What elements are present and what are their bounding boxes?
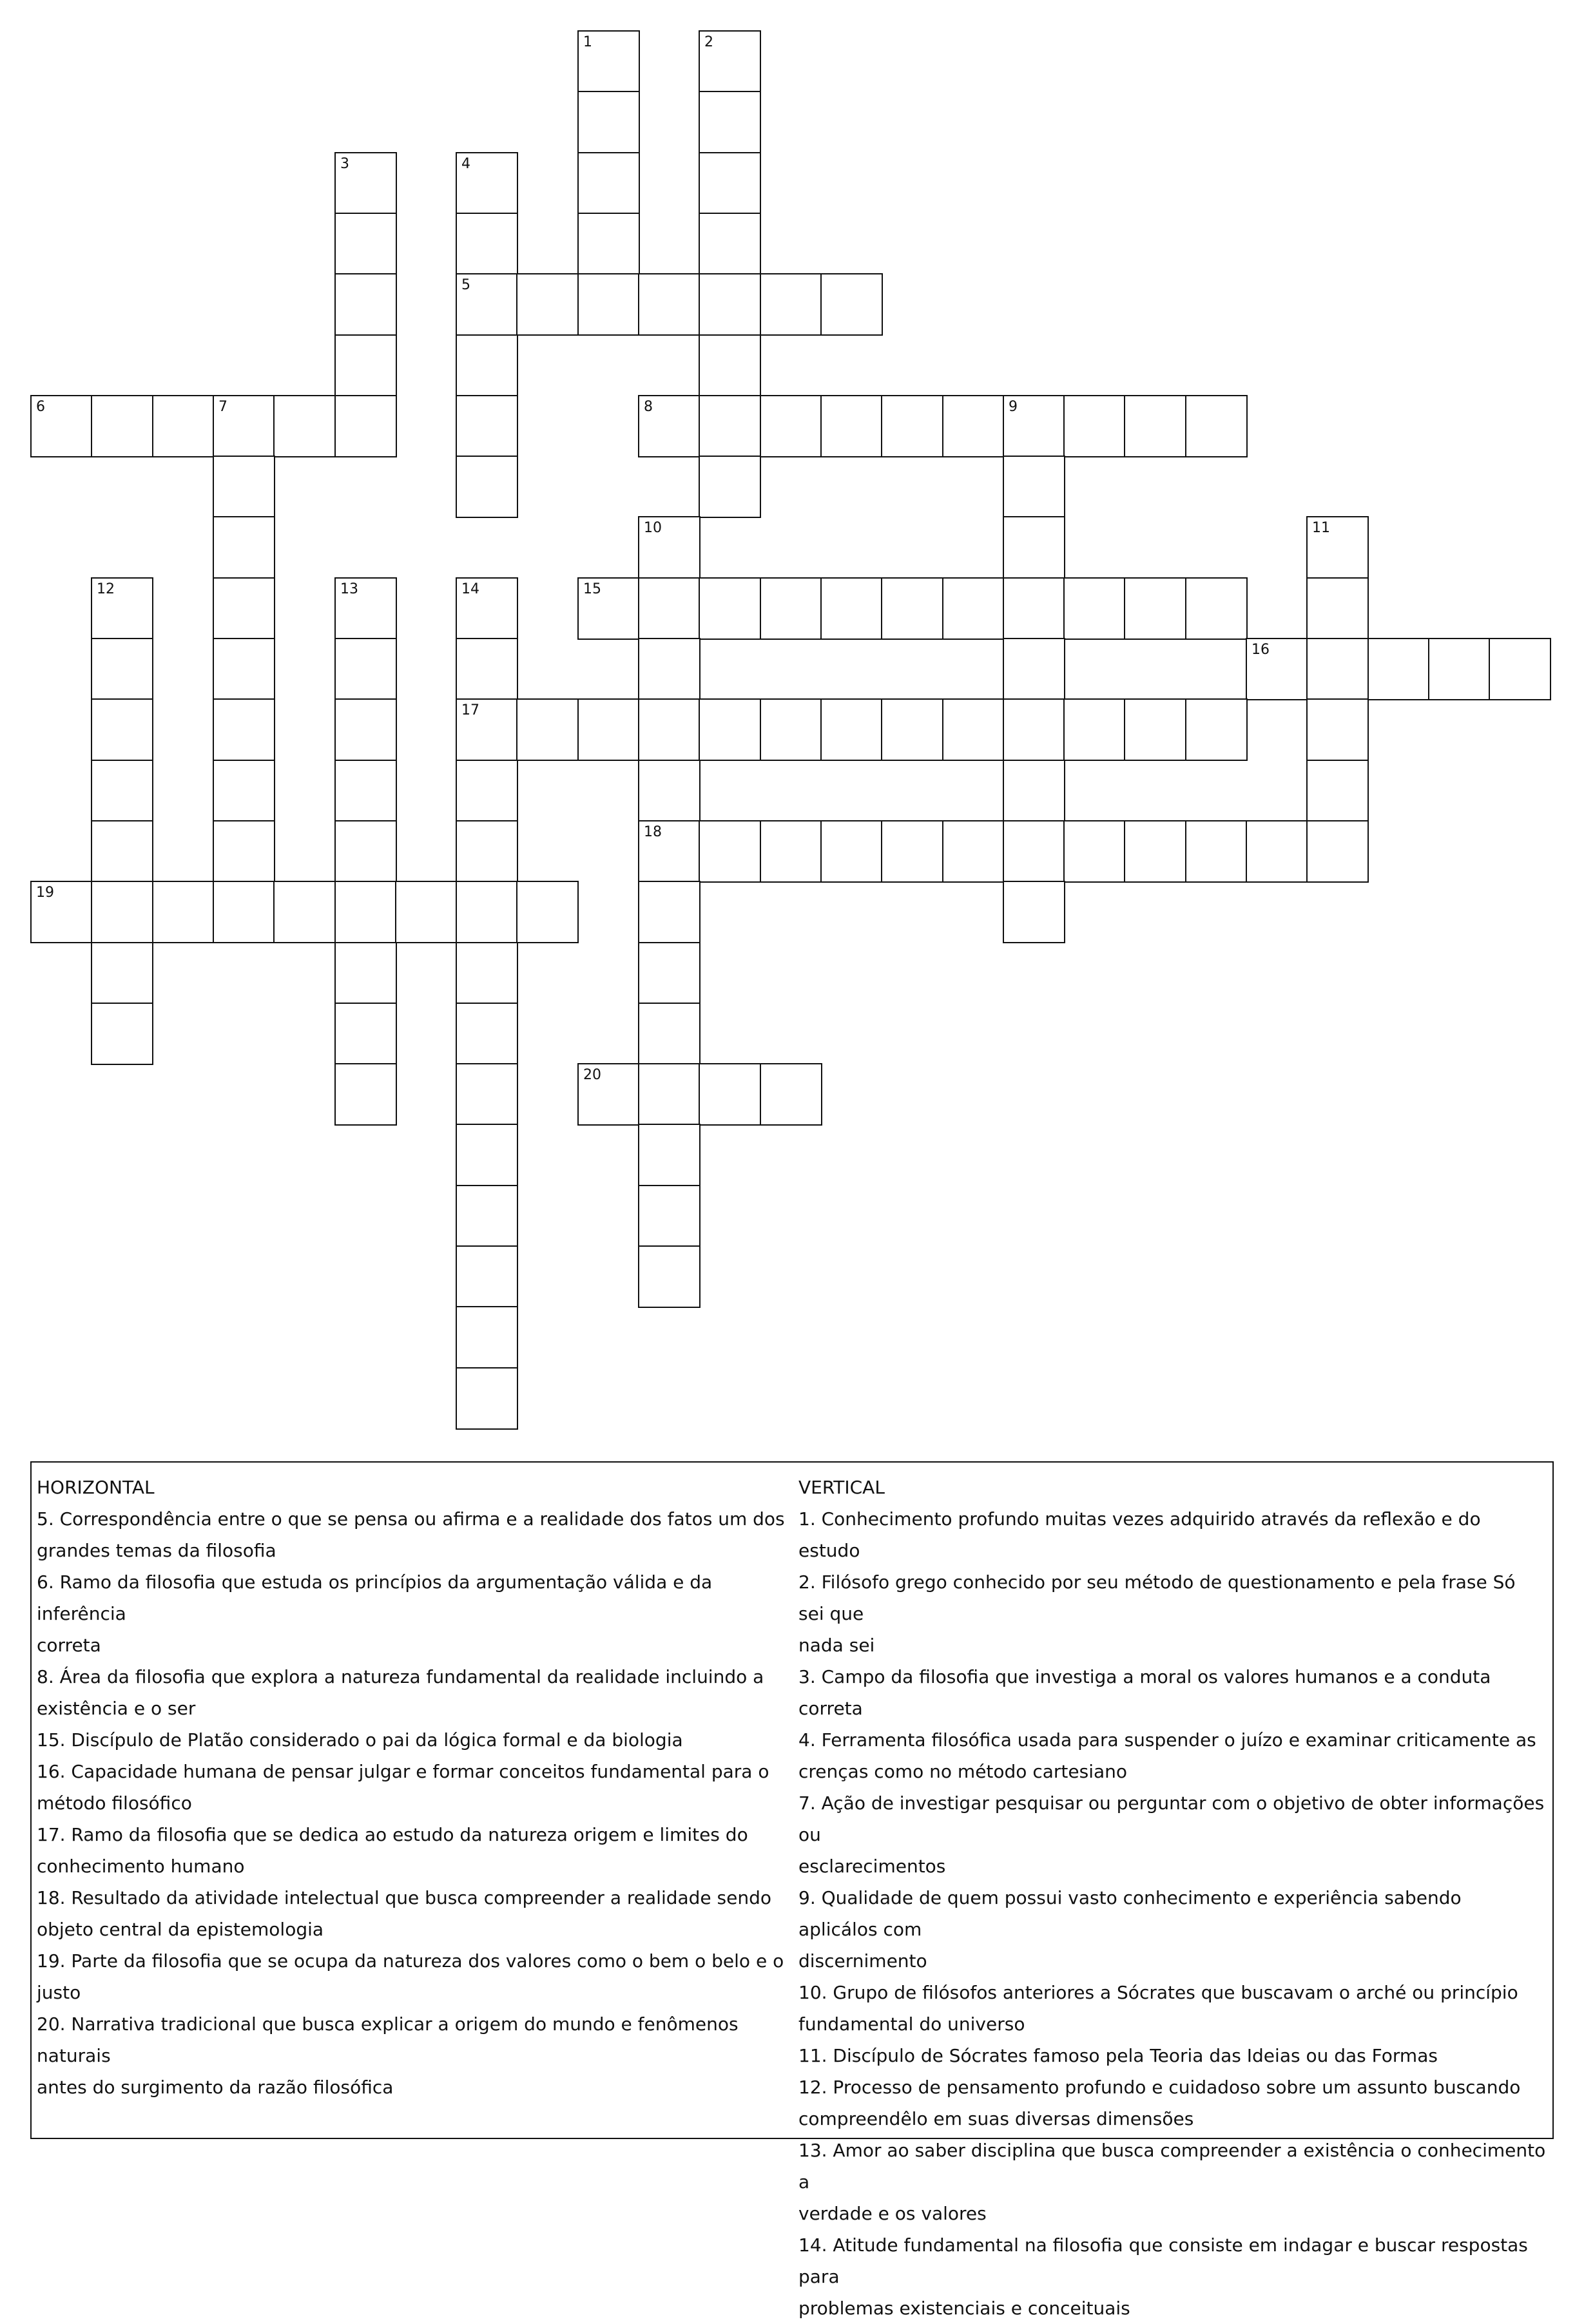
crossword-cell[interactable] xyxy=(638,942,701,1004)
horizontal-clue-line: 17. Ramo da filosofia que se dedica ao estudo da natureza origem e limites do xyxy=(37,1824,748,1845)
vertical-clue-line: 2. Filósofo grego conhecido por seu método de questionamento e pela frase Só sei que xyxy=(798,1571,1516,1624)
crossword-cell[interactable] xyxy=(213,638,275,700)
vertical-clue-line: 4. Ferramenta filosófica usada para suspender o juízo e examinar criticamente as xyxy=(798,1729,1536,1751)
crossword-cell[interactable] xyxy=(638,577,701,640)
crossword-cell[interactable] xyxy=(760,577,822,640)
cell-number: 13 xyxy=(340,581,358,597)
vertical-clue-line: crenças como no método cartesiano xyxy=(798,1761,1128,1782)
crossword-cell[interactable] xyxy=(152,881,215,943)
crossword-cell[interactable] xyxy=(1306,516,1369,579)
crossword-cell[interactable] xyxy=(577,273,640,336)
crossword-cell[interactable] xyxy=(881,395,943,457)
crossword-cell[interactable] xyxy=(91,881,153,943)
crossword-cell[interactable] xyxy=(1003,456,1065,518)
crossword-cell[interactable] xyxy=(820,698,883,761)
crossword-cell[interactable] xyxy=(699,456,761,518)
crossword-cell[interactable] xyxy=(1063,395,1126,457)
horizontal-clue-line: 18. Resultado da atividade intelectual que busca compreender a realidade sendo xyxy=(37,1887,772,1908)
crossword-cell[interactable] xyxy=(30,881,93,943)
crossword-cell[interactable] xyxy=(699,698,761,761)
vertical-clue-line: 11. Discípulo de Sócrates famoso pela Teoria das Ideias ou das Formas xyxy=(798,2045,1438,2066)
crossword-cell[interactable] xyxy=(1306,638,1369,700)
cell-number: 12 xyxy=(97,581,115,597)
crossword-cell[interactable] xyxy=(516,698,579,761)
crossword-cell[interactable] xyxy=(638,516,701,579)
vertical-clue-line: 1. Conhecimento profundo muitas vezes adquirido através da reflexão e do estudo xyxy=(798,1508,1481,1561)
crossword-cell[interactable] xyxy=(91,395,153,457)
crossword-cell[interactable] xyxy=(638,1003,701,1065)
horizontal-clue-line: justo xyxy=(37,1982,81,2003)
crossword-cell[interactable] xyxy=(638,638,701,700)
crossword-cell[interactable] xyxy=(213,820,275,883)
cell-number: 14 xyxy=(461,581,479,597)
crossword-cell[interactable] xyxy=(1185,577,1248,640)
crossword-cell[interactable] xyxy=(1306,698,1369,761)
crossword-cell[interactable] xyxy=(638,698,701,761)
crossword-cell[interactable] xyxy=(1246,820,1308,883)
cell-number: 10 xyxy=(644,520,662,536)
crossword-cell[interactable] xyxy=(456,698,518,761)
vertical-clues-column xyxy=(798,1472,1546,2324)
vertical-clue-line: discernimento xyxy=(798,1950,927,1972)
cell-number: 5 xyxy=(461,277,470,293)
crossword-cell[interactable] xyxy=(213,881,275,943)
vertical-clue-line: 12. Processo de pensamento profundo e cuidadoso sobre um assunto buscando xyxy=(798,2077,1521,2098)
crossword-cell[interactable] xyxy=(456,273,518,336)
crossword-cell[interactable] xyxy=(456,638,518,700)
crossword-cell[interactable] xyxy=(213,456,275,518)
crossword-cell[interactable] xyxy=(1185,395,1248,457)
crossword-cell[interactable] xyxy=(91,1003,153,1065)
crossword-cell[interactable] xyxy=(760,1063,822,1126)
cell-number: 4 xyxy=(461,156,470,172)
crossword-cell[interactable] xyxy=(273,395,336,457)
crossword-cell[interactable] xyxy=(91,638,153,700)
crossword-cell[interactable] xyxy=(1124,395,1186,457)
vertical-clues-title: VERTICAL xyxy=(798,1477,885,1498)
crossword-cell[interactable] xyxy=(456,577,518,640)
crossword-cell[interactable] xyxy=(942,820,1005,883)
crossword-cell[interactable] xyxy=(1003,516,1065,579)
crossword-cell[interactable] xyxy=(456,881,518,943)
crossword-cell[interactable] xyxy=(638,1185,701,1247)
horizontal-clue-line: método filosófico xyxy=(37,1792,192,1814)
crossword-cell[interactable] xyxy=(334,760,397,822)
crossword-cell[interactable] xyxy=(1185,820,1248,883)
crossword-cell[interactable] xyxy=(699,577,761,640)
horizontal-clue-line: 19. Parte da filosofia que se ocupa da natureza dos valores como o bem o belo e o xyxy=(37,1950,784,1972)
crossword-cell[interactable] xyxy=(334,881,397,943)
crossword-cell[interactable] xyxy=(334,1063,397,1126)
crossword-cell[interactable] xyxy=(577,213,640,275)
crossword-cell[interactable] xyxy=(334,820,397,883)
horizontal-clue-line: correta xyxy=(37,1635,101,1656)
crossword-cell[interactable] xyxy=(456,1185,518,1247)
crossword-cell[interactable] xyxy=(334,577,397,640)
crossword-cell[interactable] xyxy=(1306,820,1369,883)
crossword-cell[interactable] xyxy=(334,273,397,336)
crossword-cell[interactable] xyxy=(1489,638,1551,700)
crossword-cell[interactable] xyxy=(91,820,153,883)
crossword-cell[interactable] xyxy=(456,152,518,215)
cell-number: 11 xyxy=(1312,520,1330,536)
vertical-clue-list xyxy=(798,1503,1546,2324)
crossword-cell[interactable] xyxy=(820,577,883,640)
crossword-cell[interactable] xyxy=(456,334,518,397)
crossword-cell[interactable] xyxy=(213,516,275,579)
horizontal-clue-list xyxy=(37,1503,791,2103)
crossword-cell[interactable] xyxy=(881,698,943,761)
crossword-cell[interactable] xyxy=(760,698,822,761)
crossword-cell[interactable] xyxy=(1124,820,1186,883)
cell-number: 9 xyxy=(1009,399,1018,415)
crossword-cell[interactable] xyxy=(577,698,640,761)
crossword-cell[interactable] xyxy=(334,698,397,761)
horizontal-clue-line: objeto central da epistemologia xyxy=(37,1919,324,1940)
crossword-cell[interactable] xyxy=(638,820,701,883)
cell-number: 16 xyxy=(1251,642,1270,658)
crossword-cell[interactable] xyxy=(638,881,701,943)
crossword-cell[interactable] xyxy=(1003,881,1065,943)
vertical-clue-line: 13. Amor ao saber disciplina que busca compreender a existência o conhecimento a xyxy=(798,2140,1546,2193)
crossword-cell[interactable] xyxy=(1306,760,1369,822)
cell-number: 15 xyxy=(583,581,601,597)
crossword-cell[interactable] xyxy=(273,881,336,943)
vertical-clue-line: nada sei xyxy=(798,1635,875,1656)
vertical-clue-line: compreendêlo em suas diversas dimensões xyxy=(798,2108,1194,2129)
crossword-cell[interactable] xyxy=(1003,395,1065,457)
crossword-cell[interactable] xyxy=(456,1003,518,1065)
horizontal-clue-line: 15. Discípulo de Platão considerado o pai da lógica formal e da biologia xyxy=(37,1729,683,1751)
cell-number: 18 xyxy=(644,824,662,840)
cell-number: 8 xyxy=(644,399,653,415)
crossword-cell[interactable] xyxy=(1003,698,1065,761)
crossword-cell[interactable] xyxy=(699,213,761,275)
crossword-cell[interactable] xyxy=(577,152,640,215)
crossword-cell[interactable] xyxy=(456,456,518,518)
crossword-cell[interactable] xyxy=(456,760,518,822)
horizontal-clue-line: 6. Ramo da filosofia que estuda os princípios da argumentação válida e da inferência xyxy=(37,1571,713,1624)
crossword-cell[interactable] xyxy=(91,698,153,761)
crossword-cell[interactable] xyxy=(213,698,275,761)
crossword-cell[interactable] xyxy=(760,395,822,457)
crossword-cell[interactable] xyxy=(1063,577,1126,640)
crossword-cell[interactable] xyxy=(1185,698,1248,761)
crossword-cell[interactable] xyxy=(760,273,822,336)
crossword-cell[interactable] xyxy=(577,91,640,153)
crossword-cell[interactable] xyxy=(699,1063,761,1126)
crossword-cell[interactable] xyxy=(334,638,397,700)
crossword-cell[interactable] xyxy=(456,1306,518,1368)
crossword-cell[interactable] xyxy=(820,273,883,336)
crossword-cell[interactable] xyxy=(1124,577,1186,640)
crossword-cell[interactable] xyxy=(395,881,458,943)
crossword-cell[interactable] xyxy=(577,577,640,640)
vertical-clue-line: fundamental do universo xyxy=(798,2013,1025,2035)
vertical-clue-line: esclarecimentos xyxy=(798,1856,946,1877)
crossword-cell[interactable] xyxy=(699,30,761,93)
crossword-cell[interactable] xyxy=(334,395,397,457)
crossword-cell[interactable] xyxy=(942,698,1005,761)
crossword-cell[interactable] xyxy=(699,152,761,215)
crossword-cell[interactable] xyxy=(881,820,943,883)
cell-number: 7 xyxy=(218,399,227,415)
crossword-cell[interactable] xyxy=(213,760,275,822)
crossword-cell[interactable] xyxy=(1003,577,1065,640)
crossword-cell[interactable] xyxy=(456,1367,518,1430)
crossword-cell[interactable] xyxy=(516,881,579,943)
crossword-cell[interactable] xyxy=(699,334,761,397)
crossword-cell[interactable] xyxy=(699,273,761,336)
vertical-clue-line: problemas existenciais e conceituais xyxy=(798,2298,1130,2319)
crossword-cell[interactable] xyxy=(456,1245,518,1308)
cell-number: 17 xyxy=(461,702,479,718)
horizontal-clue-line: 20. Narrativa tradicional que busca explicar a origem do mundo e fenômenos naturais xyxy=(37,2013,739,2066)
horizontal-clue-line: antes do surgimento da razão filosófica xyxy=(37,2077,394,2098)
crossword-cell[interactable] xyxy=(942,577,1005,640)
crossword-cell[interactable] xyxy=(334,334,397,397)
crossword-cell[interactable] xyxy=(1367,638,1430,700)
horizontal-clues-column xyxy=(37,1472,791,2103)
crossword-cell[interactable] xyxy=(760,820,822,883)
crossword-cell[interactable] xyxy=(1003,820,1065,883)
crossword-cell[interactable] xyxy=(942,395,1005,457)
crossword-cell[interactable] xyxy=(1246,638,1308,700)
horizontal-clues-title: HORIZONTAL xyxy=(37,1477,155,1498)
crossword-cell[interactable] xyxy=(577,30,640,93)
crossword-cell[interactable] xyxy=(334,213,397,275)
crossword-cell[interactable] xyxy=(638,395,701,457)
crossword-cell[interactable] xyxy=(881,577,943,640)
crossword-cell[interactable] xyxy=(699,91,761,153)
cell-number: 3 xyxy=(340,156,349,172)
horizontal-clue-line: conhecimento humano xyxy=(37,1856,245,1877)
crossword-cell[interactable] xyxy=(577,1063,640,1126)
crossword-cell[interactable] xyxy=(1003,638,1065,700)
crossword-cell[interactable] xyxy=(638,1063,701,1126)
crossword-cell[interactable] xyxy=(456,395,518,457)
horizontal-clue-line: 5. Correspondência entre o que se pensa ou afirma e a realidade dos fatos um dos xyxy=(37,1508,785,1530)
crossword-cell[interactable] xyxy=(30,395,93,457)
vertical-clue-line: 14. Atitude fundamental na filosofia que consiste em indagar e buscar respostas para xyxy=(798,2234,1528,2287)
crossword-cell[interactable] xyxy=(699,820,761,883)
cell-number: 19 xyxy=(36,885,54,901)
cell-number: 2 xyxy=(704,34,713,50)
crossword-cell[interactable] xyxy=(1003,760,1065,822)
crossword-cell[interactable] xyxy=(1124,698,1186,761)
vertical-clue-line: 7. Ação de investigar pesquisar ou perguntar com o objetivo de obter informações ou xyxy=(798,1792,1545,1845)
crossword-cell[interactable] xyxy=(1063,820,1126,883)
vertical-clue-line: 3. Campo da filosofia que investiga a moral os valores humanos e a conduta correta xyxy=(798,1666,1491,1719)
cell-number: 1 xyxy=(583,34,592,50)
crossword-cell[interactable] xyxy=(1063,698,1126,761)
crossword-cell[interactable] xyxy=(516,273,579,336)
crossword-cell[interactable] xyxy=(334,942,397,1004)
crossword-cell[interactable] xyxy=(91,760,153,822)
horizontal-clue-line: existência e o ser xyxy=(37,1698,196,1719)
clues-box xyxy=(30,1461,1554,2319)
crossword-cell[interactable] xyxy=(638,1124,701,1186)
cell-number: 20 xyxy=(583,1067,601,1083)
crossword-cell[interactable] xyxy=(820,820,883,883)
vertical-clue-line: 10. Grupo de filósofos anteriores a Sócrates que buscavam o arché ou princípio xyxy=(798,1982,1518,2003)
crossword-cell[interactable] xyxy=(638,1245,701,1308)
crossword-cell[interactable] xyxy=(213,395,275,457)
crossword-cell[interactable] xyxy=(456,942,518,1004)
horizontal-clue-line: 8. Área da filosofia que explora a natureza fundamental da realidade incluindo a xyxy=(37,1666,764,1687)
crossword-cell[interactable] xyxy=(699,395,761,457)
crossword-cell[interactable] xyxy=(334,152,397,215)
crossword-cell[interactable] xyxy=(456,820,518,883)
crossword-cell[interactable] xyxy=(152,395,215,457)
horizontal-clue-line: grandes temas da filosofia xyxy=(37,1540,276,1561)
crossword-cell[interactable] xyxy=(91,942,153,1004)
crossword-cell[interactable] xyxy=(456,1063,518,1126)
crossword-cell[interactable] xyxy=(213,577,275,640)
crossword-cell[interactable] xyxy=(91,577,153,640)
vertical-clue-line: verdade e os valores xyxy=(798,2203,987,2224)
crossword-cell[interactable] xyxy=(638,760,701,822)
horizontal-clue-line: 16. Capacidade humana de pensar julgar e formar conceitos fundamental para o xyxy=(37,1761,769,1782)
crossword-cell[interactable] xyxy=(638,273,701,336)
crossword-cell[interactable] xyxy=(1428,638,1491,700)
crossword-cell[interactable] xyxy=(456,1124,518,1186)
crossword-cell[interactable] xyxy=(1306,577,1369,640)
crossword-cell[interactable] xyxy=(334,1003,397,1065)
crossword-cell[interactable] xyxy=(820,395,883,457)
crossword-cell[interactable] xyxy=(456,213,518,275)
vertical-clue-line: 9. Qualidade de quem possui vasto conhecimento e experiência sabendo aplicálos com xyxy=(798,1887,1462,1940)
cell-number: 6 xyxy=(36,399,45,415)
